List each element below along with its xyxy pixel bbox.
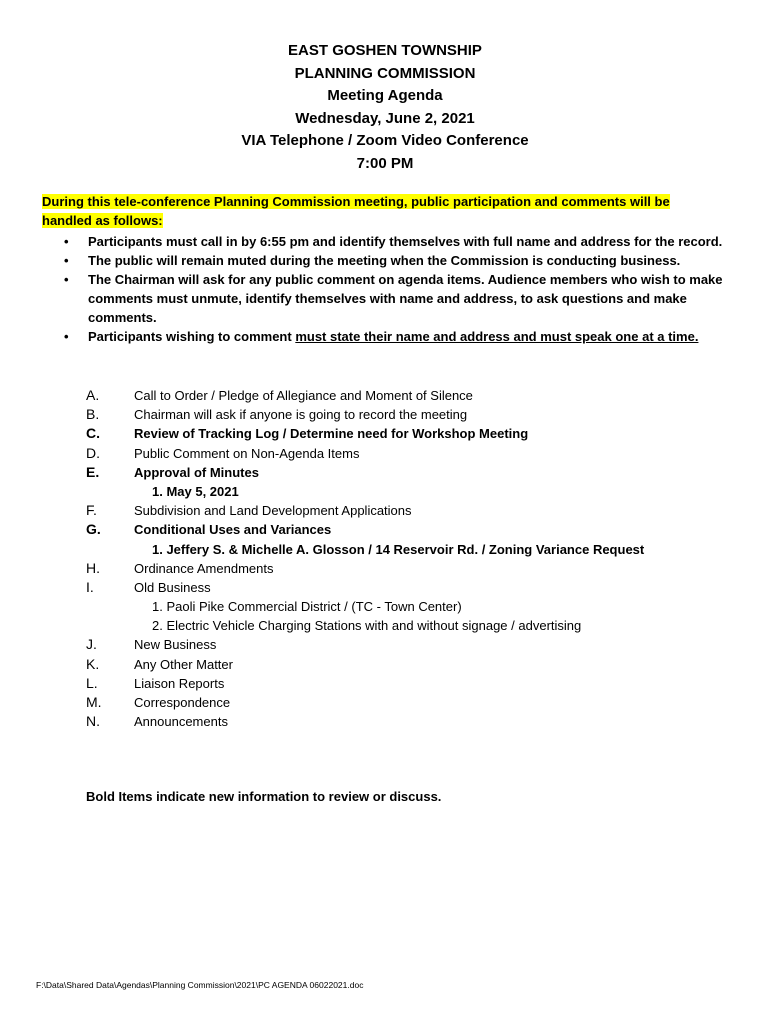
item-letter: E. bbox=[86, 463, 100, 480]
notice-line-2: handled as follows: bbox=[42, 213, 163, 228]
agenda-item bbox=[0, 405, 770, 424]
agenda-item bbox=[0, 386, 770, 405]
bold-items-note: Bold Items indicate new information to review or discuss. bbox=[86, 789, 442, 804]
item-letter: D. bbox=[86, 444, 100, 461]
item-letter: I. bbox=[86, 578, 94, 595]
item-letter: K. bbox=[86, 655, 100, 672]
item-letter: N. bbox=[86, 713, 100, 730]
list-item bbox=[42, 327, 742, 346]
participation-rules-list bbox=[42, 232, 742, 346]
item-letter: M. bbox=[86, 694, 102, 710]
item-letter: J. bbox=[86, 636, 97, 653]
rule-text: The public will remain muted during the meeting when the Commission is conducting business. bbox=[88, 253, 681, 268]
rule-text: Participants must call in by 6:55 pm and identify themselves with full name and address for the record. bbox=[88, 234, 723, 249]
item-text: Subdivision and Land Development Applications bbox=[134, 503, 412, 519]
agenda-subitem bbox=[0, 482, 770, 501]
item-letter: A. bbox=[86, 387, 100, 403]
item-letter: G. bbox=[86, 521, 101, 538]
agenda-item bbox=[0, 635, 770, 654]
item-text: Public Comment on Non-Agenda Items bbox=[134, 445, 360, 461]
agenda-item bbox=[0, 463, 770, 482]
bullet-icon: • bbox=[64, 272, 69, 287]
agenda-item bbox=[0, 578, 770, 597]
agenda-item bbox=[0, 501, 770, 520]
rule-text: The Chairman will ask for any public comment on agenda items. Audience members who wish to make comments must unmute, identify themselves with name and address, to ask questions and make comments. bbox=[88, 272, 723, 325]
item-text: Review of Tracking Log / Determine need for Workshop Meeting bbox=[134, 426, 529, 442]
agenda-item bbox=[0, 693, 770, 712]
file-path: F:\Data\Shared Data\Agendas\Planning Commission\2021\PC AGENDA 06022021.doc bbox=[36, 980, 364, 990]
item-text: Chairman will ask if anyone is going to record the meeting bbox=[134, 407, 468, 423]
item-text: Any Other Matter bbox=[134, 656, 233, 672]
agenda-item bbox=[0, 559, 770, 578]
list-item bbox=[42, 251, 742, 270]
list-item bbox=[42, 270, 742, 327]
list-item bbox=[42, 232, 742, 251]
rule-text-underlined: must state their name and address and must speak one at a time. bbox=[295, 329, 699, 344]
agenda-item bbox=[0, 712, 770, 731]
subitem-text: 1. Jeffery S. & Michelle A. Glosson / 14 Reservoir Rd. / Zoning Variance Request bbox=[152, 541, 645, 557]
notice-line-1: During this tele-conference Planning Commission meeting, public participation and comments will be bbox=[42, 194, 670, 209]
item-letter: C. bbox=[86, 425, 100, 442]
item-text: Ordinance Amendments bbox=[134, 560, 274, 576]
agenda-subitem bbox=[0, 597, 770, 616]
agenda-item bbox=[0, 655, 770, 674]
item-text: Correspondence bbox=[134, 695, 231, 710]
document-header bbox=[0, 40, 770, 175]
item-text: Call to Order / Pledge of Allegiance and Moment of Silence bbox=[134, 388, 473, 403]
item-text: Liaison Reports bbox=[134, 675, 225, 691]
agenda-items bbox=[0, 386, 770, 731]
item-letter: L. bbox=[86, 674, 98, 691]
subitem-text: 1. Paoli Pike Commercial District / (TC - Town Center) bbox=[152, 599, 462, 615]
meeting-date: Wednesday, June 2, 2021 bbox=[295, 109, 475, 127]
participation-notice bbox=[42, 192, 742, 230]
meeting-time: 7:00 PM bbox=[356, 154, 414, 172]
bullet-icon: • bbox=[64, 329, 69, 344]
agenda-item bbox=[0, 444, 770, 463]
township-name: EAST GOSHEN TOWNSHIP bbox=[288, 42, 482, 59]
commission-name: PLANNING COMMISSION bbox=[294, 64, 476, 82]
subitem-text: 1. May 5, 2021 bbox=[152, 483, 239, 499]
rule-text: Participants wishing to comment bbox=[88, 329, 296, 344]
meeting-venue: VIA Telephone / Zoom Video Conference bbox=[241, 132, 529, 149]
item-letter: B. bbox=[86, 406, 100, 423]
item-text: Conditional Uses and Variances bbox=[134, 522, 332, 538]
subitem-text: 2. Electric Vehicle Charging Stations with and without signage / advertising bbox=[152, 618, 582, 634]
item-text: Old Business bbox=[134, 579, 211, 595]
item-text: Announcements bbox=[134, 714, 228, 730]
agenda-subitem bbox=[0, 540, 770, 559]
item-letter: H. bbox=[86, 559, 100, 576]
bullet-icon: • bbox=[64, 234, 69, 249]
agenda-item bbox=[0, 424, 770, 443]
item-letter: F. bbox=[86, 502, 97, 519]
agenda-subitem bbox=[0, 616, 770, 635]
item-text: Approval of Minutes bbox=[134, 464, 259, 480]
item-text: New Business bbox=[134, 637, 217, 653]
document-title: Meeting Agenda bbox=[327, 87, 443, 104]
bullet-icon: • bbox=[64, 253, 69, 268]
agenda-item bbox=[0, 520, 770, 539]
agenda-item bbox=[0, 674, 770, 693]
